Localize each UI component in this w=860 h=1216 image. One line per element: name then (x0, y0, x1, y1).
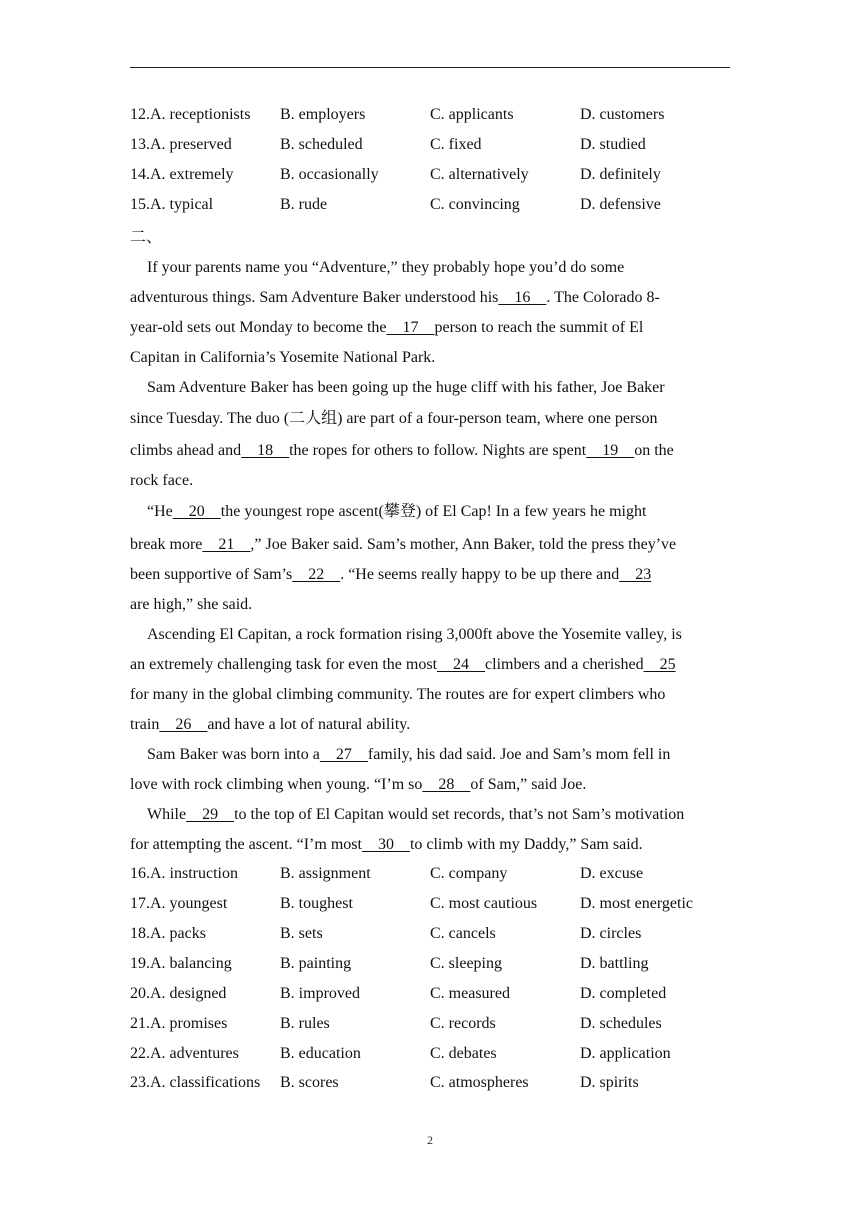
passage-line (130, 770, 740, 800)
passage-text: If your parents name you “Adventure,” they probably hope you’d do some (147, 259, 625, 276)
passage-text: are high,” she said. (130, 596, 253, 613)
option-row-12 (130, 100, 750, 130)
passage-text: on the (634, 442, 674, 459)
option-d: D. schedules (580, 1015, 662, 1032)
option-d: D. definitely (580, 166, 661, 183)
option-a: 17.A. youngest (130, 895, 228, 912)
passage-text: . The Colorado 8- (546, 289, 660, 306)
option-row-20 (130, 979, 750, 1009)
option-a: 16.A. instruction (130, 865, 238, 882)
passage-text: year-old sets out Monday to become the (130, 319, 387, 336)
option-d: D. studied (580, 136, 646, 153)
blank-25: 25 (643, 656, 676, 673)
option-d: D. customers (580, 106, 665, 123)
passage-line (147, 497, 757, 527)
option-d: D. circles (580, 925, 642, 942)
passage-line (130, 436, 740, 466)
blank-29: 29 (186, 806, 235, 823)
option-b: B. assignment (280, 865, 371, 882)
passage-line (130, 530, 740, 560)
passage-line (147, 740, 757, 770)
passage-text: Sam Adventure Baker has been going up the huge cliff with his father, Joe Baker (147, 379, 665, 396)
option-b: B. painting (280, 955, 352, 972)
option-a: 14.A. extremely (130, 166, 234, 183)
passage-line (147, 620, 757, 650)
option-row-19 (130, 949, 750, 979)
passage-line (147, 800, 757, 830)
passage-line (147, 253, 757, 283)
passage-line (130, 830, 740, 860)
passage-text: person to reach the summit of El (434, 319, 644, 336)
option-row-15 (130, 190, 750, 220)
option-b: B. scores (280, 1074, 339, 1091)
option-a: 19.A. balancing (130, 955, 232, 972)
option-b: B. toughest (280, 895, 353, 912)
passage-text: “He (147, 503, 173, 520)
option-d: D. completed (580, 985, 667, 1002)
option-b: B. sets (280, 925, 323, 942)
passage-text: climbs ahead and (130, 442, 242, 459)
passage-text: and have a lot of natural ability. (207, 716, 411, 733)
option-b: B. rude (280, 196, 328, 213)
option-a: 18.A. packs (130, 925, 206, 942)
option-c: C. alternatively (430, 166, 529, 183)
option-c: C. records (430, 1015, 496, 1032)
header-rule (130, 67, 730, 68)
option-a: 13.A. preserved (130, 136, 232, 153)
blank-19: 19 (586, 442, 635, 459)
blank-30: 30 (361, 836, 410, 853)
option-b: B. education (280, 1045, 361, 1062)
passage-text: While (147, 806, 187, 823)
passage-text: love with rock climbing when young. “I’m so (130, 776, 423, 793)
passage-text: break more (130, 536, 203, 553)
option-row-13 (130, 130, 750, 160)
passage-text: an extremely challenging task for even the most (130, 656, 438, 673)
option-d: D. spirits (580, 1074, 639, 1091)
option-a: 22.A. adventures (130, 1045, 239, 1062)
passage-text: Ascending El Capitan, a rock formation rising 3,000ft above the Yosemite valley, is (147, 626, 682, 643)
passage-line (130, 560, 740, 590)
blank-28: 28 (422, 776, 471, 793)
passage-line (130, 404, 740, 434)
passage-text: climbers and a cherished (485, 656, 644, 673)
blank-22: 22 (292, 566, 341, 583)
option-row-14 (130, 160, 750, 190)
option-c: C. cancels (430, 925, 496, 942)
passage-text: train (130, 716, 160, 733)
blank-16: 16 (498, 289, 547, 306)
passage-line (147, 373, 757, 403)
section-label: 二、 (130, 229, 163, 246)
option-b: B. employers (280, 106, 366, 123)
passage-line (130, 680, 740, 710)
blank-26: 26 (159, 716, 208, 733)
option-c: C. sleeping (430, 955, 502, 972)
blank-18: 18 (241, 442, 290, 459)
option-b: B. scheduled (280, 136, 363, 153)
passage-line (130, 590, 740, 620)
blank-24: 24 (437, 656, 486, 673)
passage-text: rock face. (130, 472, 194, 489)
option-row-23 (130, 1068, 750, 1098)
passage-text: to climb with my Daddy,” Sam said. (409, 836, 643, 853)
option-b: B. occasionally (280, 166, 379, 183)
option-row-16 (130, 859, 750, 889)
passage-text: family, his dad said. Joe and Sam’s mom fell in (367, 746, 671, 763)
option-c: C. most cautious (430, 895, 538, 912)
blank-21: 21 (202, 536, 251, 553)
passage-line (130, 283, 740, 313)
blank-17: 17 (386, 319, 435, 336)
option-a: 15.A. typical (130, 196, 214, 213)
option-c: C. applicants (430, 106, 514, 123)
option-d: D. excuse (580, 865, 644, 882)
passage-line (130, 466, 740, 496)
passage-line (130, 343, 740, 373)
option-a: 23.A. classifications (130, 1074, 261, 1091)
passage-text: Sam Baker was born into a (147, 746, 320, 763)
passage-text: the youngest rope ascent(攀登) of El Cap! In a few years he might (220, 503, 647, 520)
passage-text: adventurous things. Sam Adventure Baker understood his (130, 289, 499, 306)
blank-23: 23 (619, 566, 652, 583)
option-row-17 (130, 889, 750, 919)
passage-text: for many in the global climbing community. The routes are for expert climbers who (130, 686, 666, 703)
option-c: C. company (430, 865, 508, 882)
option-b: B. improved (280, 985, 360, 1002)
option-a: 12.A. receptionists (130, 106, 251, 123)
option-c: C. atmospheres (430, 1074, 529, 1091)
option-d: D. battling (580, 955, 649, 972)
option-d: D. defensive (580, 196, 661, 213)
option-c: C. fixed (430, 136, 482, 153)
option-row-21 (130, 1009, 750, 1039)
option-b: B. rules (280, 1015, 330, 1032)
option-c: C. debates (430, 1045, 497, 1062)
option-c: C. convincing (430, 196, 520, 213)
passage-text: . “He seems really happy to be up there and (340, 566, 620, 583)
passage-text: since Tuesday. The duo (二人组) are part of a four-person team, where one person (130, 410, 658, 427)
passage-line (130, 710, 740, 740)
blank-27: 27 (319, 746, 368, 763)
passage-text: ,” Joe Baker said. Sam’s mother, Ann Baker, told the press they’ve (250, 536, 677, 553)
passage-text: of Sam,” said Joe. (470, 776, 587, 793)
option-d: D. most energetic (580, 895, 694, 912)
passage-text: the ropes for others to follow. Nights are spent (289, 442, 587, 459)
passage-text: Capitan in California’s Yosemite National Park. (130, 349, 436, 366)
passage-text: to the top of El Capitan would set records, that’s not Sam’s motivation (234, 806, 685, 823)
passage-line (130, 313, 740, 343)
option-row-18 (130, 919, 750, 949)
passage-text: been supportive of Sam’s (130, 566, 293, 583)
option-a: 21.A. promises (130, 1015, 228, 1032)
page-number: 2 (427, 1133, 433, 1147)
option-c: C. measured (430, 985, 510, 1002)
option-d: D. application (580, 1045, 671, 1062)
blank-20: 20 (172, 503, 221, 520)
passage-text: for attempting the ascent. “I’m most (130, 836, 362, 853)
passage-line (130, 650, 740, 680)
option-row-22 (130, 1039, 750, 1069)
option-a: 20.A. designed (130, 985, 227, 1002)
